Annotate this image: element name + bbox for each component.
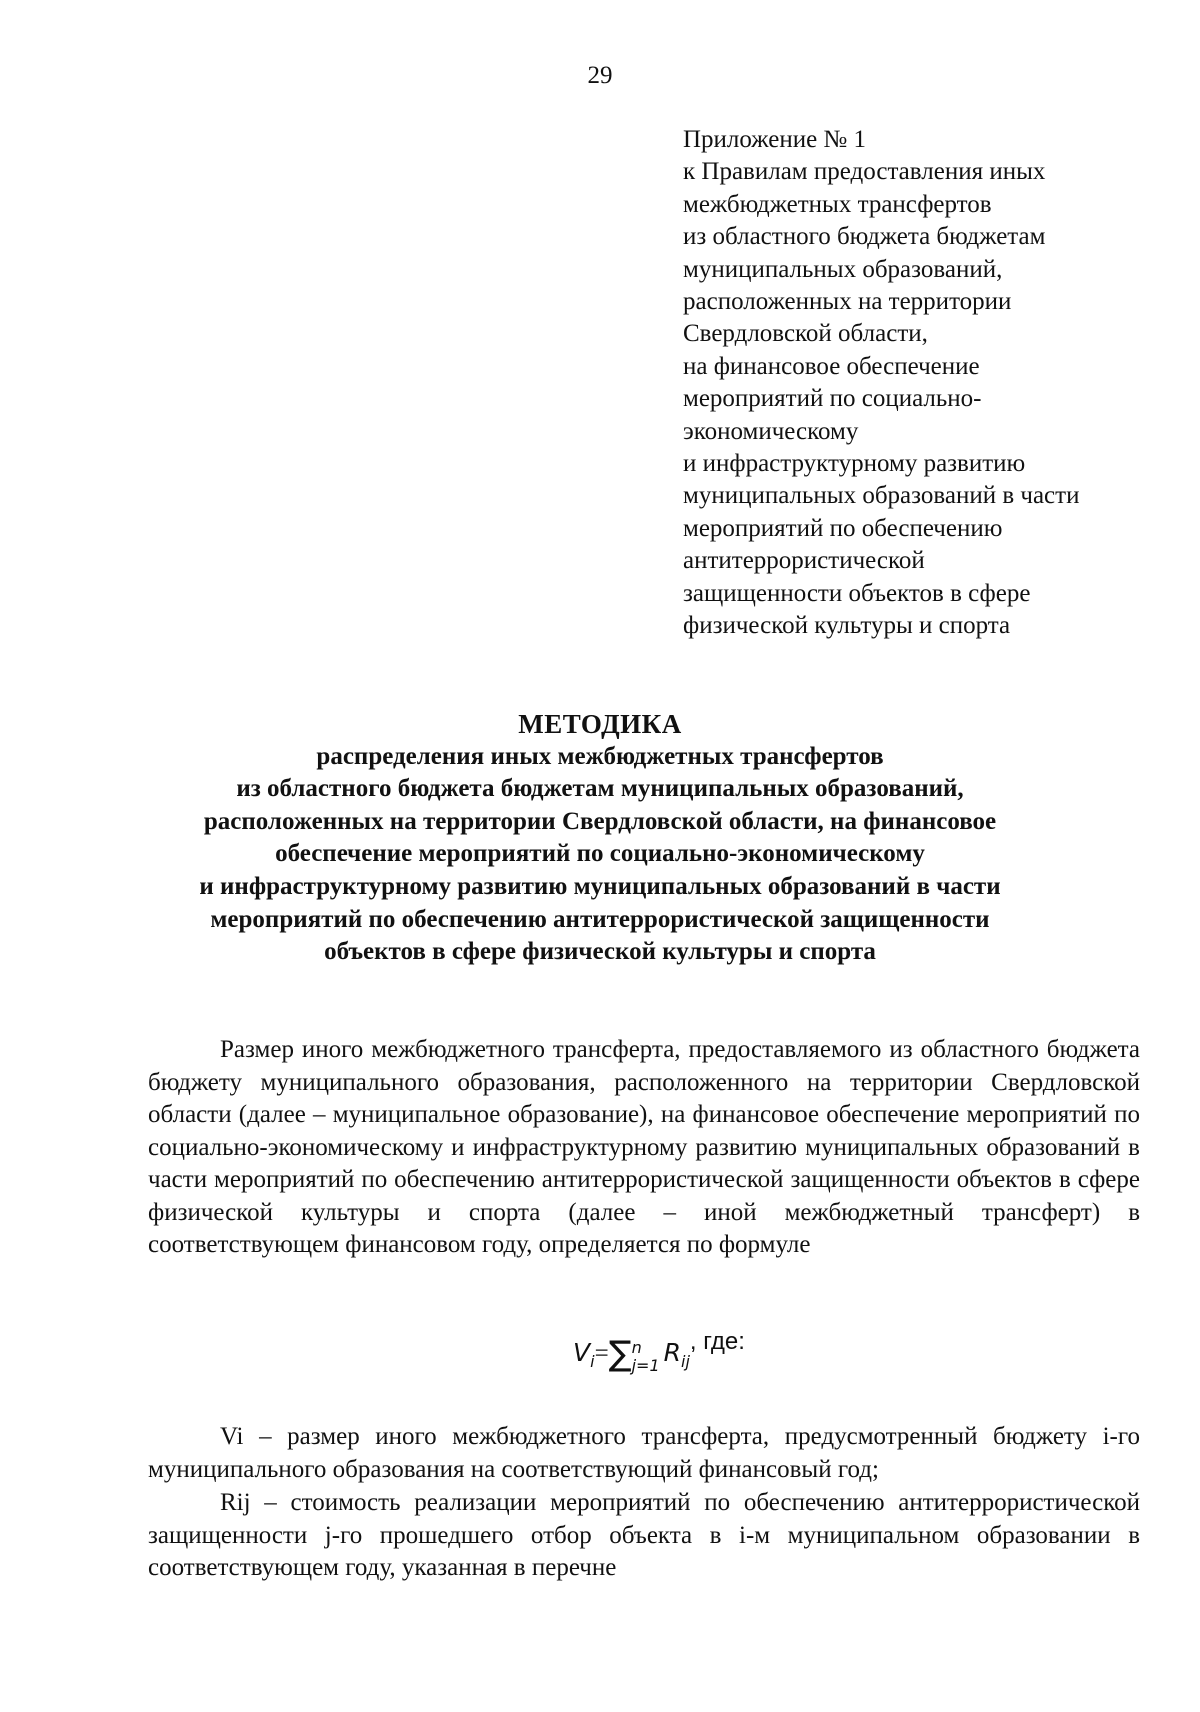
appendix-line: мероприятий по социально- — [683, 385, 982, 413]
appendix-line: муниципальных образований в части — [683, 482, 1080, 510]
appendix-line: Приложение № 1 — [683, 126, 867, 153]
title-line: обеспечение мероприятий по социально-экономическому — [275, 840, 925, 868]
appendix-line: на финансовое обеспечение — [683, 352, 980, 380]
appendix-line: экономическому — [683, 417, 859, 445]
appendix-line: физической культуры и спорта — [683, 612, 1011, 640]
appendix-line: и инфраструктурному развитию — [683, 450, 1026, 478]
title-line: распределения иных межбюджетных трансфертов — [316, 742, 884, 770]
appendix-line: муниципальных образований, — [683, 255, 1003, 283]
formula-suffix: , где: — [689, 1328, 745, 1355]
appendix-line: Свердловской области, — [683, 320, 928, 348]
title-line: мероприятий по обеспечению антитеррористической защищенности — [210, 905, 990, 933]
formula-limits — [632, 1339, 660, 1375]
body-paragraph-intro: Размер иного межбюджетного трансферта, предоставляемого из областного бюджета бюджету муниципального образования, расположенного на территории Свердловской области (далее – муниципальное образование), на финансовое обеспечение мероприятий по социально-экономическому и инфраструктурному развитию муниципальных образований в части мероприятий по обеспечению антитеррористической защищенности объектов в сфере физической культуры и спорта (далее – иной межбюджетный трансферт) в соответствующем финансовом году, определяется по формуле — [148, 1036, 1140, 1258]
formula-lhs-sub: i — [590, 1352, 595, 1371]
title-main: МЕТОДИКА — [518, 709, 682, 739]
formula-term-var: R — [663, 1338, 681, 1367]
title-line: объектов в сфере физической культуры и спорта — [324, 938, 876, 966]
appendix-line: межбюджетных трансфертов — [683, 190, 992, 218]
body-paragraph-rij: Rij – стоимость реализации мероприятий по обеспечению антитеррористической защищенности j-го прошедшего отбор объекта в i-м муниципальном образовании в соответствующем году, указанная в перечне — [148, 1489, 1140, 1581]
formula-sum-symbol: ∑ — [608, 1334, 632, 1374]
appendix-line: защищенности объектов в сфере — [683, 579, 1031, 607]
formula-upper-limit: n — [631, 1338, 642, 1358]
title-line: расположенных на территории Свердловской области, на финансовое — [203, 807, 997, 835]
appendix-line: мероприятий по обеспечению — [683, 514, 1003, 542]
body-paragraph-vi: Vi – размер иного межбюджетного трансферта, предусмотренный бюджету i-го муниципального образования на соответствующий финансовый год; — [148, 1423, 1140, 1483]
appendix-line: к Правилам предоставления иных — [683, 158, 1046, 186]
appendix-header — [683, 124, 1183, 643]
formula-equals: = — [594, 1340, 609, 1367]
title-line: из областного бюджета бюджетам муниципальных образований, — [236, 775, 964, 803]
document-title — [0, 708, 1200, 969]
title-line: и инфраструктурному развитию муниципальных образований в части — [199, 872, 1001, 900]
appendix-line: антитеррористической — [683, 547, 925, 575]
page-number: 29 — [587, 62, 613, 89]
formula — [573, 1328, 745, 1374]
appendix-line: из областного бюджета бюджетам — [683, 223, 1046, 251]
formula-term-sub: ij — [681, 1352, 690, 1371]
formula-lower-limit: j=1 — [631, 1356, 660, 1376]
appendix-line: расположенных на территории — [683, 288, 1012, 316]
formula-lhs-var: V — [573, 1338, 591, 1367]
